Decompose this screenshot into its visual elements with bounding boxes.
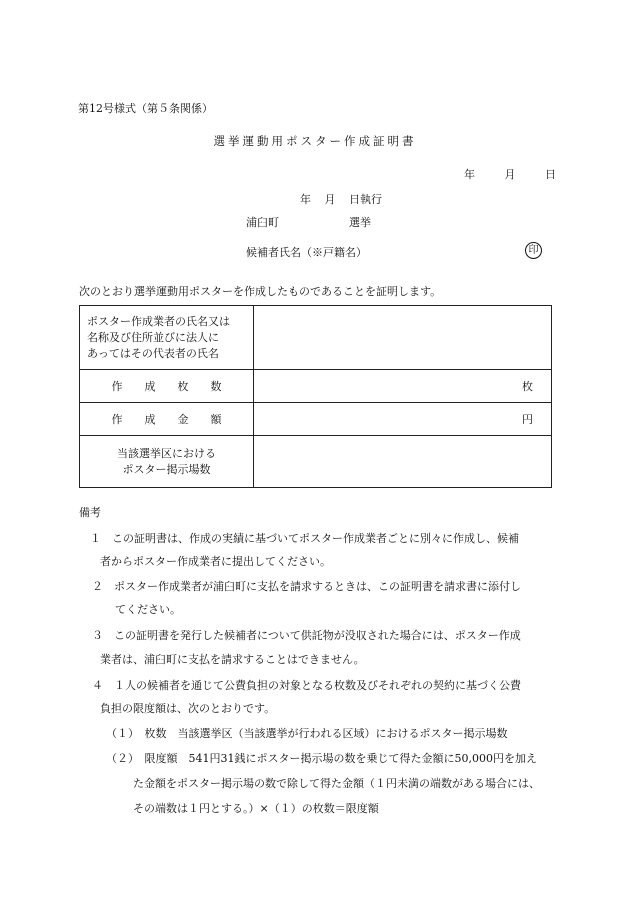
row-label-count: 作 成 枚 数: [80, 370, 254, 403]
note-4-sub-1: （１） 枚数 当該選挙区（当該選挙が行われる区域）におけるポスター掲示場数: [106, 727, 508, 740]
form-number: 第12号様式（第５条関係）: [78, 102, 213, 115]
election-label: 選挙: [349, 216, 371, 229]
date-month: 月: [504, 168, 516, 181]
certificate-table: [79, 305, 552, 488]
count-unit: 枚: [522, 380, 533, 393]
note-2: ２ ポスター作成業者が浦臼町に支払を請求するときは、この証明書を請求書に添付し: [92, 580, 521, 593]
lead-statement: 次のとおり選挙運動用ポスターを作成したものであることを証明します。: [79, 285, 442, 298]
date-day: 日: [545, 168, 556, 181]
count-field[interactable]: [254, 370, 552, 403]
row-label-maker: ポスター作成業者の氏名又は 名称及び住所並びに法人に あってはその代表者の氏名: [80, 306, 254, 370]
document-title: 選挙運動用ポスター作成証明書: [213, 134, 417, 148]
date-year: 年: [464, 168, 475, 181]
exec-day: 日執行: [349, 193, 382, 206]
note-4-sub-2: （２） 限度額 541円31銭にポスター掲示場の数を乗じて得た金額に50,000円を加え: [106, 752, 537, 765]
note-4-sub-2-cont: た金額をポスター掲示場の数で除して得た金額（１円未満の端数がある場合には、: [133, 777, 540, 790]
maker-name-field[interactable]: [254, 306, 552, 370]
execution-date: [300, 191, 392, 207]
seal-mark: 印: [525, 242, 542, 259]
note-1: １ この証明書は、作成の実績に基づいてポスター作成業者ごとに別々に作成し、候補: [90, 532, 519, 545]
row-label-amount: 作 成 金 額: [80, 403, 254, 436]
town-name: 浦臼町: [246, 216, 279, 229]
note-3-cont: 業者は、浦臼町に支払を請求することはできません。: [100, 653, 365, 666]
table-row: [80, 436, 552, 488]
amount-unit: 円: [522, 413, 533, 426]
table-row: [80, 306, 552, 370]
notes-heading: 備考: [79, 506, 101, 519]
boards-field[interactable]: [254, 436, 552, 488]
amount-field[interactable]: [254, 403, 552, 436]
table-row: [80, 370, 552, 403]
candidate-name-label: 候補者氏名（※戸籍名）: [246, 246, 367, 259]
table-row: [80, 403, 552, 436]
note-4-sub-2-cont2: その端数は１円とする。）×（１）の枚数＝限度額: [133, 802, 379, 815]
exec-month: 月: [324, 193, 336, 206]
note-1-cont: 者からポスター作成業者に提出してください。: [100, 555, 331, 568]
note-3: ３ この証明書を発行した候補者について供託物が没収された場合には、ポスター作成: [92, 629, 521, 642]
issue-date: [464, 166, 556, 182]
exec-year: 年: [300, 193, 311, 206]
note-4: ４ １人の候補者を通じて公費負担の対象となる枚数及びそれぞれの契約に基づく公費: [92, 679, 521, 692]
note-4-cont: 負担の限度額は、次のとおりです。: [100, 702, 276, 715]
election-line: [246, 214, 371, 230]
note-2-cont: てください。: [115, 603, 181, 616]
row-label-boards: 当該選挙区における ポスター掲示場数: [80, 436, 254, 488]
